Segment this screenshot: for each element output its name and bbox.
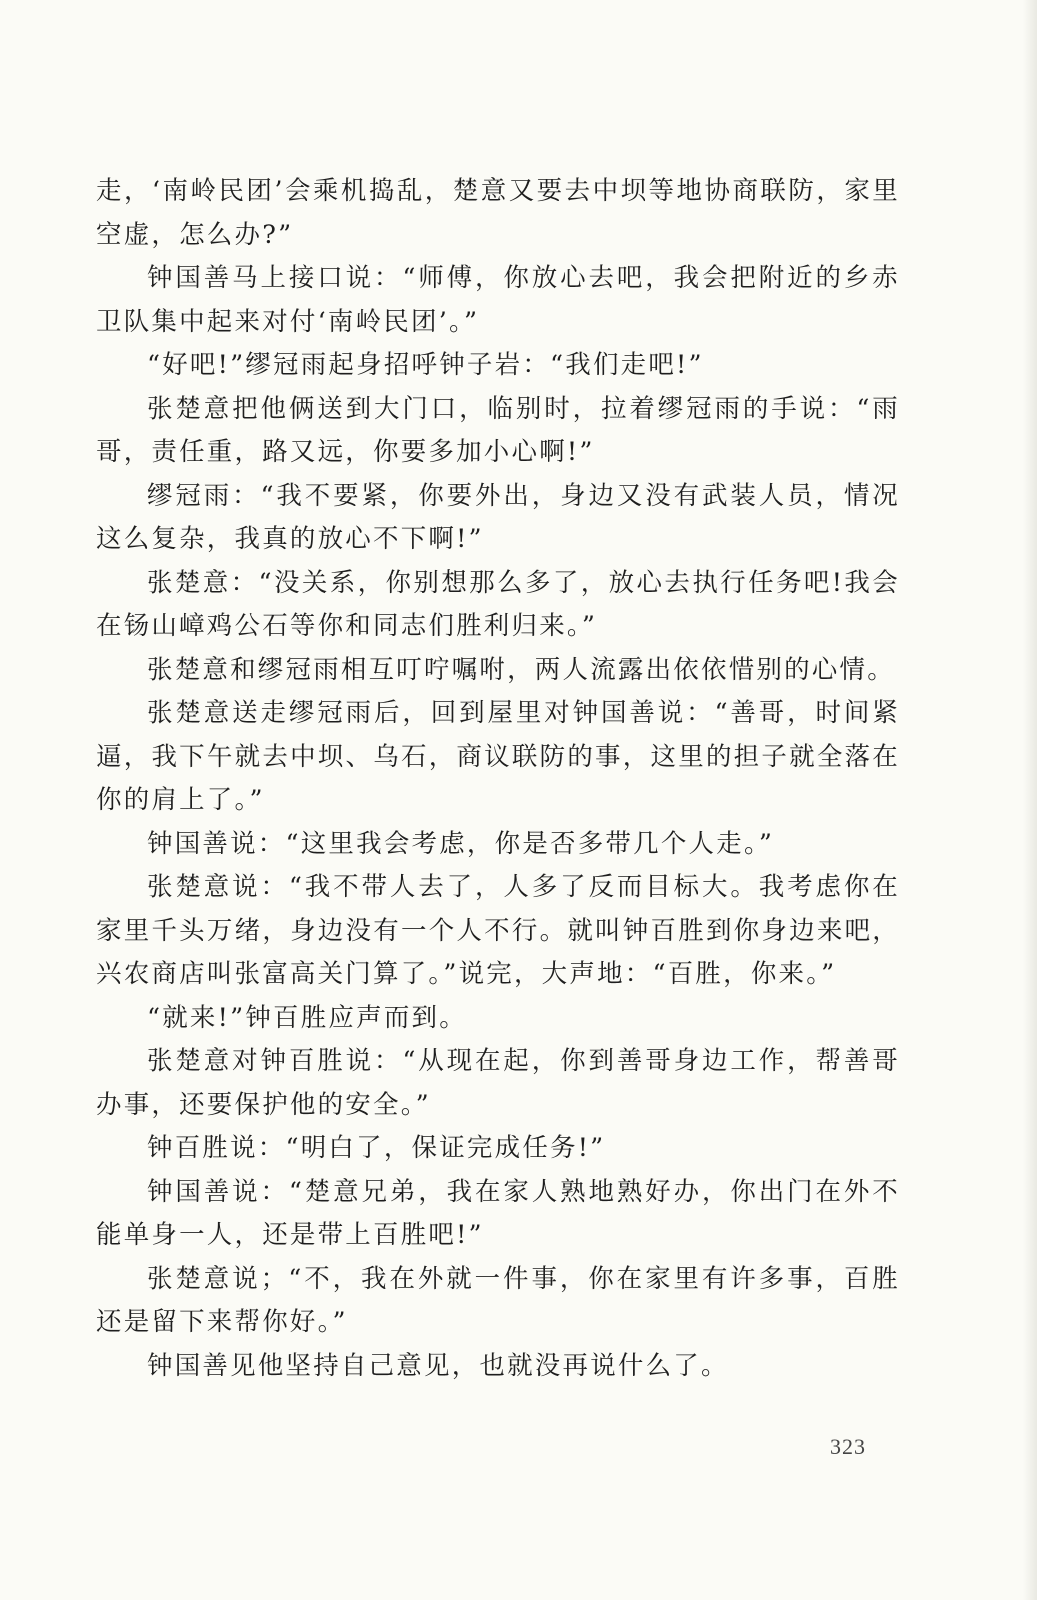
paragraph: 张楚意把他俩送到大门口，临别时，拉着缪冠雨的手说：“雨哥，责任重，路又远，你要多加小心啊!” [96, 393, 900, 467]
paragraph: 钟国善说：“这里我会考虑，你是否多带几个人走。” [147, 828, 775, 859]
paragraph: 张楚意：“没关系，你别想那么多了，放心去执行任务吧!我会在钖山嶂鸡公石等你和同志们胜利归来。” [96, 567, 900, 641]
page-number: 323 [830, 1434, 866, 1459]
paragraph: 张楚意和缪冠雨相互叮咛嘱咐，两人流露出依依惜别的心情。 [147, 654, 895, 685]
paragraph: 张楚意说；“不，我在外就一件事，你在家里有许多事，百胜还是留下来帮你好。” [96, 1263, 900, 1337]
paragraph: 钟国善马上接口说：“师傅，你放心去吧，我会把附近的乡赤卫队集中起来对付‘南岭民团’。” [96, 263, 900, 337]
paragraph: 张楚意说：“我不带人去了，人多了反而目标大。我考虑你在家里千头万绪，身边没有一个人不行。就叫钟百胜到你身边来吧，兴农商店叫张富高关门算了。”说完，大声地：“百胜，你来。” [96, 872, 900, 989]
page-edge [1023, 0, 1037, 1600]
paragraph: “好吧!”缪冠雨起身招呼钟子岩：“我们走吧!” [147, 350, 704, 380]
paragraph: 钟国善见他坚持自己意见，也就没再说什么了。 [147, 1350, 729, 1381]
paragraph: 钟国善说：“楚意兄弟，我在家人熟地熟好办，你出门在外不能单身一人，还是带上百胜吧!” [96, 1176, 900, 1250]
body-text [96, 170, 900, 1388]
paragraph: 缪冠雨：“我不要紧，你要外出，身边又没有武装人员，情况这么复杂，我真的放心不下啊!” [96, 480, 900, 554]
paragraph: 走，‘南岭民团’会乘机捣乱，楚意又要去中坝等地协商联防，家里空虚，怎么办?” [96, 176, 900, 250]
paragraph: 钟百胜说：“明白了，保证完成任务!” [147, 1133, 606, 1163]
paragraph: 张楚意对钟百胜说：“从现在起，你到善哥身边工作，帮善哥办事，还要保护他的安全。” [96, 1046, 900, 1120]
paragraph: 张楚意送走缪冠雨后，回到屋里对钟国善说：“善哥，时间紧逼，我下午就去中坝、乌石，商议联防的事，这里的担子就全落在你的肩上了。” [96, 698, 900, 815]
paragraph: “就来!”钟百胜应声而到。 [147, 1002, 467, 1033]
